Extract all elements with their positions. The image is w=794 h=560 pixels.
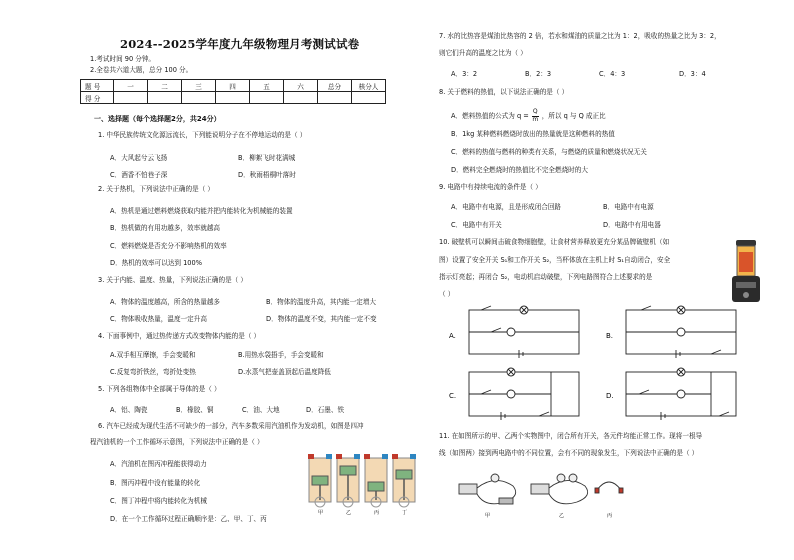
question-stem: 6. 汽车已经成为现代生活不可缺少的一部分，汽车多数采用汽油机作为发动机，如图是四冲 bbox=[98, 422, 364, 430]
circuit-c bbox=[469, 368, 579, 420]
option-b: B．柳絮飞时花满城 bbox=[238, 154, 296, 162]
question-stem: 10. 破壁机可以瞬间击破食物细胞壁，让食材营养释放更充分某品牌破壁机（如 bbox=[439, 238, 670, 246]
option-c: C．电路中有开关 bbox=[451, 221, 502, 229]
table-cell: 得 分 bbox=[81, 92, 114, 104]
question-stem: 4. 下面事例中，通过热传递方式改变物体内能的是（ ） bbox=[98, 332, 261, 340]
answer-paren: （ ） bbox=[439, 290, 455, 298]
figure-label: 丁 bbox=[402, 510, 408, 516]
question-stem: 7. 水的比热容是煤油比热容的 2 倍，若水和煤油的质量之比为 1：2，吸收的热量之比为 3：2， bbox=[439, 32, 721, 40]
figure-label: 甲 bbox=[318, 510, 324, 516]
option-c: C．图丁冲程中将内能转化为机械 bbox=[110, 497, 207, 505]
question-stem: 1. 中华民族传统文化源远流长，下列能说明分子在不停地运动的是（ ） bbox=[98, 131, 307, 139]
figure-label: 乙 bbox=[559, 513, 565, 519]
fraction-numerator: Q bbox=[532, 108, 538, 115]
fraction-denominator: m bbox=[532, 115, 539, 123]
engine-cylinder-1 bbox=[308, 454, 332, 507]
page-title: 2024--2025学年度九年级物理月考测试试卷 bbox=[120, 37, 360, 51]
option-c: C．燃料燃烧是否充分不影响热机的效率 bbox=[110, 242, 227, 250]
option-d: D．秋雨梧桐叶落时 bbox=[238, 171, 296, 179]
question-stem-cont: 线（如图两）接到两电路中的不同位置，会有不同的现象发生，下列说法中正确的是（ ） bbox=[439, 449, 699, 457]
figure-label: 乙 bbox=[346, 510, 352, 516]
table-cell: 一 bbox=[114, 80, 148, 92]
option-d: D．石墨、铁 bbox=[306, 406, 345, 414]
score-cell bbox=[182, 92, 216, 104]
section-title: 一、选择题（每个选择题2分，共24分） bbox=[94, 115, 221, 123]
engine-stroke-figure bbox=[306, 452, 418, 516]
score-cell bbox=[148, 92, 182, 104]
option-a: A．热机是通过燃料燃烧获取内能并把内能转化为机械能的装置 bbox=[110, 207, 293, 215]
option-d: D．电路中有用电器 bbox=[603, 221, 661, 229]
question-stem-cont: 指示灯亮起；再闭合 S₂，电动机启动破壁，下列电路图符合上述要求的是 bbox=[439, 273, 653, 281]
option-d: D．热机的效率可以达到 100% bbox=[110, 259, 202, 267]
score-cell bbox=[284, 92, 318, 104]
table-cell: 四 bbox=[216, 80, 250, 92]
option-label: B. bbox=[606, 332, 614, 340]
q11-figure bbox=[455, 470, 625, 520]
table-cell: 三 bbox=[182, 80, 216, 92]
fraction bbox=[532, 109, 539, 123]
table-cell: 核分人 bbox=[352, 80, 386, 92]
question-stem-cont: 则它们升高的温度之比为（ ） bbox=[439, 49, 527, 57]
question-stem-cont: 程汽油机的一个工作循环示意图，下列说法中正确的是（ ） bbox=[90, 438, 264, 446]
option-label: A. bbox=[449, 332, 456, 340]
engine-cylinder-3 bbox=[364, 454, 388, 507]
question-stem: 11. 在如图所示的甲、乙两个实物图中，闭合所有开关，各元件均能正常工作。现将一根导 bbox=[439, 432, 703, 440]
option-a-prefix: A．燃料热值的公式为 q = bbox=[451, 112, 529, 120]
option-d: D．燃料完全燃烧时的热值比不完全燃烧时的大 bbox=[451, 166, 588, 174]
circuit-jia bbox=[459, 474, 516, 504]
score-cell bbox=[114, 92, 148, 104]
option-b: B．橡胶、铜 bbox=[176, 406, 214, 414]
option-c: C．燃料的热值与燃料的种类有关系，与燃烧的质量和燃烧状况无关 bbox=[451, 148, 647, 156]
question-stem: 5. 下列各组物体中全部属于导体的是（ ） bbox=[98, 385, 221, 393]
option-a: A．铝、陶瓷 bbox=[110, 406, 148, 414]
option-b: B.用热水袋捂手，手会变暖和 bbox=[238, 351, 324, 359]
note-time: 1.考试时间 90 分钟。 bbox=[90, 55, 156, 63]
wire-bing bbox=[595, 482, 623, 493]
option-b: B．电路中有电源 bbox=[603, 203, 654, 211]
score-cell bbox=[318, 92, 352, 104]
score-table bbox=[80, 79, 386, 104]
option-b: B．2：3 bbox=[525, 70, 552, 78]
circuit-options bbox=[441, 302, 761, 420]
circuit-b bbox=[626, 306, 736, 358]
option-b: B．图丙冲程中没有能量的转化 bbox=[110, 479, 201, 487]
question-stem: 9. 电路中有持续电流的条件是（ ） bbox=[439, 183, 542, 191]
option-a: A．3：2 bbox=[451, 70, 478, 78]
option-a: A．物体的温度越高，所含的热量越多 bbox=[110, 298, 221, 306]
note-score: 2.全卷共六道大题，总分 100 分。 bbox=[90, 66, 193, 74]
table-cell: 五 bbox=[250, 80, 284, 92]
option-d: D．3：4 bbox=[679, 70, 706, 78]
option-c: C．酒香不怕巷子深 bbox=[110, 171, 168, 179]
option-b: B．物体的温度升高，其内能一定增大 bbox=[266, 298, 377, 306]
figure-label: 甲 bbox=[485, 513, 491, 519]
option-a: A．电路中有电源，且是形成闭合回路 bbox=[451, 203, 562, 211]
score-cell bbox=[216, 92, 250, 104]
figure-label: 丙 bbox=[374, 510, 380, 516]
question-stem: 2. 关于热机，下列说法中正确的是（ ） bbox=[98, 185, 214, 193]
option-b: B．1kg 某种燃料燃烧时放出的热量就是这种燃料的热值 bbox=[451, 130, 615, 138]
question-stem-cont: 图）设置了安全开关 S₁和工作开关 S₂，当杯体放在主机上时 S₁自动闭合，安全 bbox=[439, 256, 671, 264]
figure-label: 丙 bbox=[607, 513, 613, 519]
option-c: C．4：3 bbox=[599, 70, 626, 78]
score-table-header-row bbox=[81, 80, 386, 92]
option-label: D. bbox=[606, 392, 614, 400]
option-c: C．油、大地 bbox=[242, 406, 280, 414]
circuit-yi bbox=[531, 474, 588, 504]
blender-picture bbox=[727, 238, 765, 304]
table-cell: 总分 bbox=[318, 80, 352, 92]
option-a: A.双手相互摩擦，手会变暖和 bbox=[110, 351, 196, 359]
circuit-d bbox=[626, 368, 736, 420]
option-a bbox=[451, 109, 606, 123]
option-a-suffix: ，所以 q 与 Q 成正比 bbox=[541, 112, 606, 120]
table-cell: 六 bbox=[284, 80, 318, 92]
option-label: C. bbox=[449, 392, 457, 400]
option-a: A．大风起兮云飞扬 bbox=[110, 154, 168, 162]
option-c: C.反复弯折铁丝，弯折处变热 bbox=[110, 368, 196, 376]
option-b: B．热机做的有用功越多，效率就越高 bbox=[110, 224, 221, 232]
option-d: D．在一个工作循环过程正确顺序是：乙、甲、丁、丙 bbox=[110, 515, 267, 523]
question-stem: 3. 关于内能、温度、热量，下列说法正确的是（ ） bbox=[98, 276, 247, 284]
question-stem: 8. 关于燃料的热值，以下说法正确的是（ ） bbox=[439, 88, 569, 96]
engine-cylinder-4 bbox=[392, 454, 416, 507]
option-a: A．汽油机在图丙冲程能获得动力 bbox=[110, 460, 207, 468]
table-cell: 题 号 bbox=[81, 80, 114, 92]
engine-cylinder-2 bbox=[336, 454, 360, 507]
score-cell bbox=[250, 92, 284, 104]
table-cell: 二 bbox=[148, 80, 182, 92]
circuit-a bbox=[469, 306, 579, 358]
option-d: D.水蒸气把壶盖顶起后温度降低 bbox=[238, 368, 331, 376]
score-table-score-row bbox=[81, 92, 386, 104]
option-c: C．物体吸收热量，温度一定升高 bbox=[110, 315, 207, 323]
option-d: D．物体的温度不变，其内能一定不变 bbox=[266, 315, 377, 323]
score-cell bbox=[352, 92, 386, 104]
